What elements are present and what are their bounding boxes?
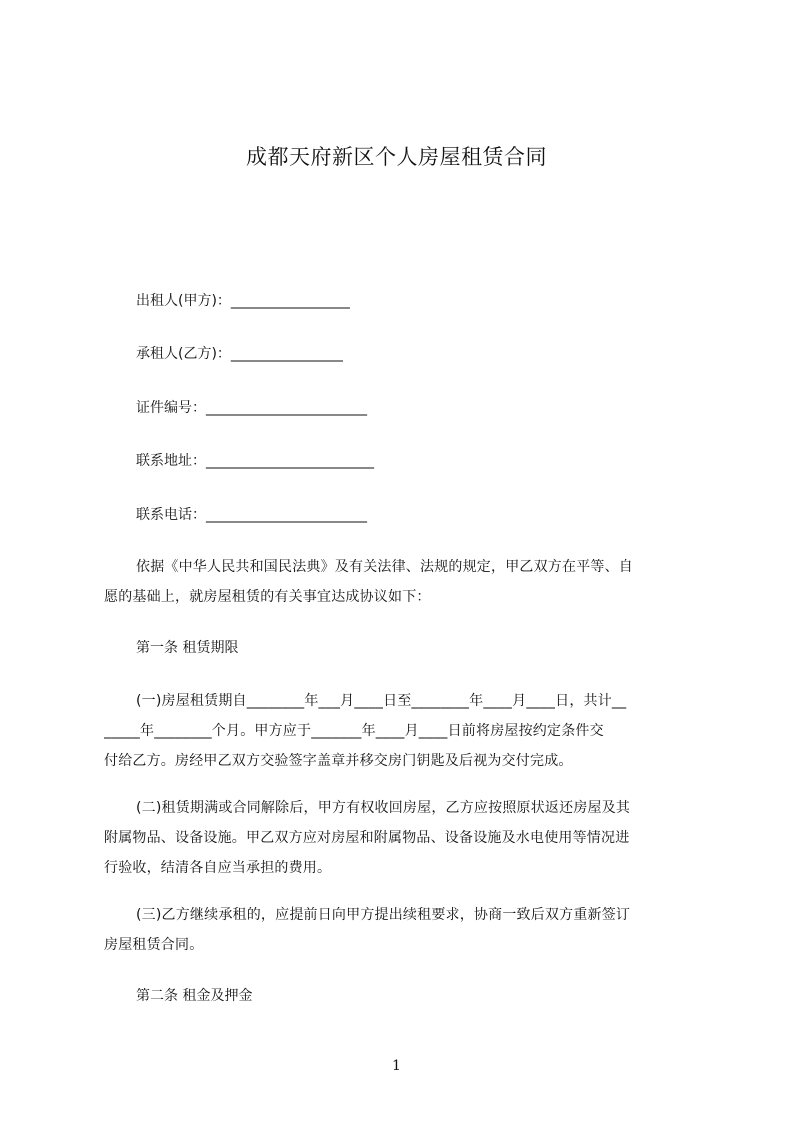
paragraph-line: (三)乙方继续承租的，应提前日向甲方提出续租要求，协商一致后双方重新签订 xyxy=(136,907,631,923)
field-id-number: 证件编号：_______________________ xyxy=(136,400,367,416)
field-address: 联系地址：________________________ xyxy=(136,453,374,469)
paragraph-line: (一)房屋租赁期自________年___月____日至________年____月____日，共计__ xyxy=(136,693,627,709)
article-2-title: 第二条 租金及押金 xyxy=(136,988,253,1004)
field-phone: 联系电话：_______________________ xyxy=(136,507,367,523)
paragraph-line: 房屋租赁合同。 xyxy=(104,937,204,953)
intro-line: 依据《中华人民共和国民法典》及有关法律、法规的规定，甲乙双方在平等、自 xyxy=(136,559,633,575)
paragraph-line: 附属物品、设备设施。甲乙双方应对房屋和附属物品、设备设施及水电使用等情况进 xyxy=(104,830,630,846)
article-1-item-2 xyxy=(104,793,700,883)
intro-line: 愿的基础上，就房屋租赁的有关事宜达成协议如下： xyxy=(104,589,431,605)
article-1-item-1 xyxy=(104,686,700,776)
intro-paragraph xyxy=(104,552,700,612)
paragraph-line: 行验收，结清各自应当承担的费用。 xyxy=(104,860,332,876)
field-lessee: 承租人(乙方)：________________ xyxy=(136,346,343,362)
document-title: 成都天府新区个人房屋租赁合同 xyxy=(246,145,547,169)
paragraph-line: _____年________个月。甲方应于_______年____月____日前将房屋按约定条件交 xyxy=(104,723,604,739)
page-number: 1 xyxy=(392,1058,401,1074)
paragraph-line: (二)租赁期满或合同解除后，甲方有权收回房屋，乙方应按照原状返还房屋及其 xyxy=(136,800,631,816)
article-1-item-3 xyxy=(104,900,700,960)
field-lessor: 出租人(甲方)：_________________ xyxy=(136,293,350,309)
article-1-title: 第一条 租赁期限 xyxy=(136,640,239,656)
paragraph-line: 付给乙方。房经甲乙双方交验签字盖章并移交房门钥匙及后视为交付完成。 xyxy=(104,753,573,769)
